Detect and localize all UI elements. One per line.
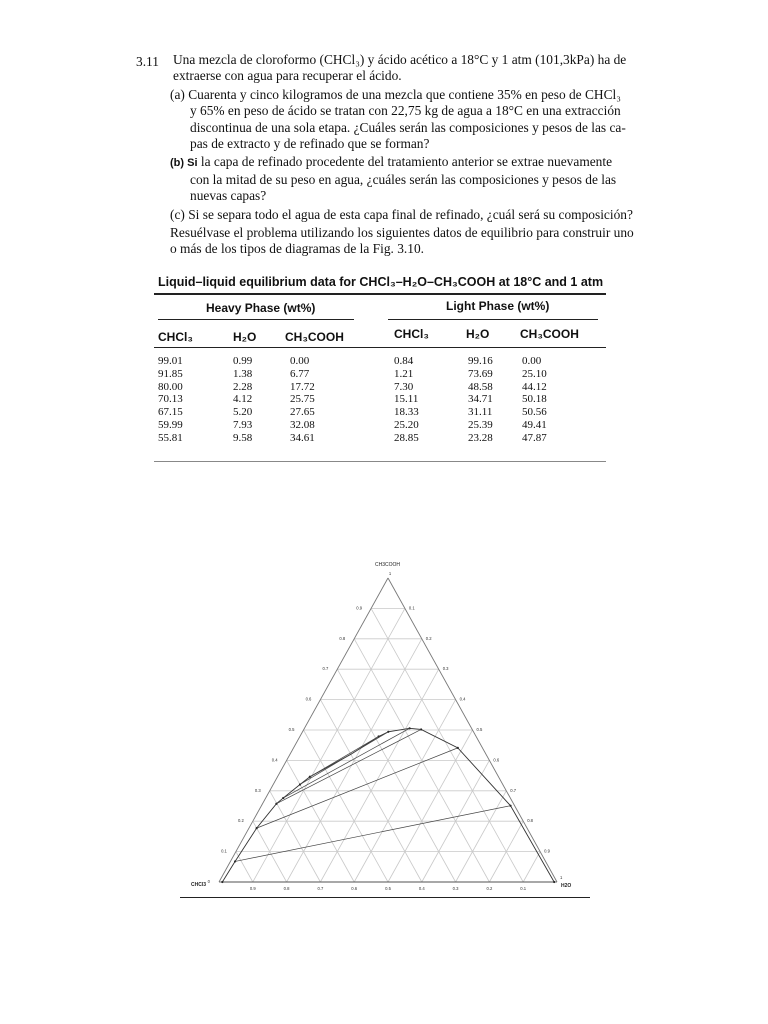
table-top-rule [154, 293, 606, 295]
left-tick-label: 0.6 [305, 696, 312, 702]
table-cell: 70.13 [158, 393, 183, 406]
table-cell: 4.12 [233, 393, 253, 406]
binodal-polyline [222, 728, 554, 882]
table-cell: 67.15 [158, 406, 183, 419]
left-tick-label: 0.5 [288, 727, 295, 732]
ternary-ticks [208, 571, 563, 891]
part-b-line-1: la capa de refinado procedente del tratamiento anterior se extrae nuevamente [200, 154, 613, 170]
left-tick-label: 0.3 [254, 787, 261, 793]
part-b-line-2: con la mitad de su peso en agua, ¿cuáles serán las composiciones y pesos de las [190, 171, 617, 187]
table-cell: 15.11 [394, 393, 419, 406]
part-c-line-1: Si se separa todo el agua de esta capa final de refinado, ¿cuál será su composición? [188, 206, 633, 222]
left-tick-label: 0.1 [221, 848, 227, 854]
table-cell: 49.41 [522, 419, 547, 431]
stem-line-2: extraerse con agua para recuperar el ácido. [173, 68, 402, 84]
right-tick-label: 0.7 [510, 787, 517, 793]
table-cell: 0.00 [522, 355, 542, 367]
left-tick-label: 0.8 [339, 635, 346, 641]
part-b-line-3: nuevas capas? [190, 188, 267, 204]
right-tick-label: 0.2 [425, 635, 432, 641]
part-a-line-3: discontinua de una sola etapa. ¿Cuáles serán las composiciones y pesos de las ca- [190, 119, 626, 135]
ternary-diagram [180, 556, 590, 906]
col-heavy-h2o: H₂O [233, 330, 257, 344]
col-heavy-ch3cooh: CH₃COOH [285, 330, 344, 344]
tie-line [283, 728, 409, 798]
right-tick-label: 0.4 [459, 696, 466, 702]
table-cell: 99.01 [158, 355, 183, 367]
grid-line [253, 608, 405, 882]
table-cell: 0.99 [233, 355, 253, 367]
grid-line [388, 730, 473, 882]
part-b-label: (b) Si [170, 157, 198, 170]
light-phase-header: Light Phase (wt%) [446, 299, 550, 313]
table-cell: 9.58 [233, 431, 253, 444]
bottom-tick-label: 0.5 [385, 886, 391, 891]
left-tick-label: 0.4 [271, 757, 278, 763]
table-cell: 25.75 [290, 393, 315, 406]
grid-line [456, 791, 507, 882]
bottom-tick-label: 0.2 [486, 886, 493, 891]
bottom-tick-label: 0.1 [520, 886, 527, 891]
table-cell: 99.16 [468, 355, 493, 367]
table-cell: 34.71 [468, 393, 493, 406]
vertex-label-h2o: H2O [561, 883, 572, 889]
table-cell: 44.12 [522, 380, 547, 393]
table-cell: 18.33 [394, 406, 419, 419]
table-cell: 59.99 [158, 419, 183, 431]
part-a [170, 86, 636, 153]
right-tick-label: 0.9 [544, 848, 550, 854]
bottom-tick-label: 0.8 [283, 886, 290, 891]
tie-lines [222, 728, 554, 882]
left-tick-label: 0.2 [237, 818, 244, 824]
bottom-tick-label: 0.3 [452, 886, 459, 891]
instructions-line-2: o más de los tipos de diagramas de la Fig. 3.10. [170, 241, 425, 257]
grid-line [320, 669, 438, 882]
table-cell: 25.20 [394, 419, 419, 431]
left-tick-label: 0.7 [322, 666, 329, 672]
part-a-line-1: Cuarenta y cinco kilogramos de una mezcla que contiene 35% en peso de CHCl₃ [188, 86, 621, 102]
figure-baseline [180, 897, 590, 898]
table-cell: 73.69 [468, 367, 493, 380]
table-cell: 17.72 [290, 380, 315, 393]
right-tick-label: 0.3 [442, 666, 449, 672]
right-tick-label: 0.8 [527, 818, 534, 824]
table-cell: 32.08 [290, 419, 315, 431]
bottom-tick-label: 0.4 [418, 886, 425, 891]
vertex-label-chcl3: CHCl3 [191, 882, 207, 888]
bottom-tick-label: 0.9 [249, 886, 256, 891]
light-phase-rule [388, 319, 598, 320]
table-header-rule [154, 347, 606, 348]
part-c [170, 206, 636, 223]
left-tick-label: 0.9 [356, 605, 363, 611]
part-a-line-4: pas de extracto y de refinado que se forman? [190, 136, 430, 152]
problem-number: 3.11 [136, 54, 159, 69]
top-tick-label: 1 [388, 571, 392, 576]
instructions [170, 225, 636, 258]
table-cell: 25.10 [522, 367, 547, 380]
problem-stem [173, 52, 636, 85]
table-cell: 91.85 [158, 367, 183, 380]
table-cell: 7.30 [394, 380, 414, 393]
table-cell: 1.38 [233, 367, 253, 380]
table-title: Liquid–liquid equilibrium data for CHCl₃–H₂O–CH₃COOH at 18°C and 1 atm [158, 275, 604, 289]
col-light-ch3cooh: CH₃COOH [520, 327, 579, 341]
heavy-phase-rule [158, 319, 354, 320]
equilibrium-table [154, 267, 606, 462]
col-light-h2o: H₂O [466, 327, 490, 341]
table-cell: 6.77 [290, 367, 310, 380]
instructions-line-1: Resuélvase el problema utilizando los siguientes datos de equilibrio para construir uno [170, 225, 634, 241]
part-c-label: (c) [170, 206, 185, 222]
table-cell: 2.28 [233, 380, 253, 393]
tie-line [300, 732, 388, 785]
table-cell: 23.28 [468, 431, 493, 444]
col-light-chcl3: CHCl₃ [394, 327, 429, 341]
table-cell: 55.81 [158, 431, 183, 444]
col-heavy-chcl3: CHCl₃ [158, 330, 193, 344]
table-cell: 31.11 [468, 406, 493, 419]
tie-line [235, 806, 510, 862]
table-cell: 47.87 [522, 431, 547, 444]
table-cell: 5.20 [233, 406, 253, 419]
table-cell: 0.84 [394, 355, 414, 367]
right-tick-label: 0.5 [476, 727, 483, 732]
table-cell: 1.21 [394, 367, 414, 380]
vertex-label-ch3cooh: CH3COOH [375, 562, 401, 568]
table-cell: 80.00 [158, 380, 183, 393]
tie-line [276, 729, 421, 803]
table-cell: 48.58 [468, 380, 493, 393]
grid-line [337, 669, 455, 882]
part-a-label: (a) [170, 86, 185, 102]
problem-3-11 [136, 52, 636, 258]
left-tick-label: 0 [207, 879, 210, 884]
part-b [170, 154, 636, 204]
table-cell: 27.65 [290, 406, 315, 419]
heavy-phase-header: Heavy Phase (wt%) [206, 301, 316, 315]
grid-line [270, 791, 321, 882]
right-corner-tick-label: 1 [560, 875, 563, 880]
part-a-line-2: y 65% en peso de ácido se tratan con 22,75 kg de agua a 18°C en una extracción [190, 103, 621, 119]
table-cell: 50.18 [522, 393, 547, 406]
table-cell: 34.61 [290, 431, 315, 444]
table-cell: 25.39 [468, 419, 493, 431]
right-tick-label: 0.1 [408, 605, 415, 611]
binodal-curve [221, 727, 555, 883]
table-cell: 50.56 [522, 406, 547, 419]
table-cell: 0.00 [290, 355, 310, 367]
table-cell: 7.93 [233, 419, 253, 431]
right-tick-label: 0.6 [493, 757, 500, 763]
stem-line-1: Una mezcla de cloroformo (CHCl₃) y ácido acético a 18°C y 1 atm (101,3kPa) ha de [173, 52, 627, 67]
bottom-tick-label: 0.7 [317, 886, 324, 891]
table-cell: 28.85 [394, 431, 419, 444]
bottom-tick-label: 0.6 [351, 886, 358, 891]
ternary-grid [236, 608, 540, 882]
grid-line [371, 608, 523, 882]
grid-line [523, 852, 540, 882]
